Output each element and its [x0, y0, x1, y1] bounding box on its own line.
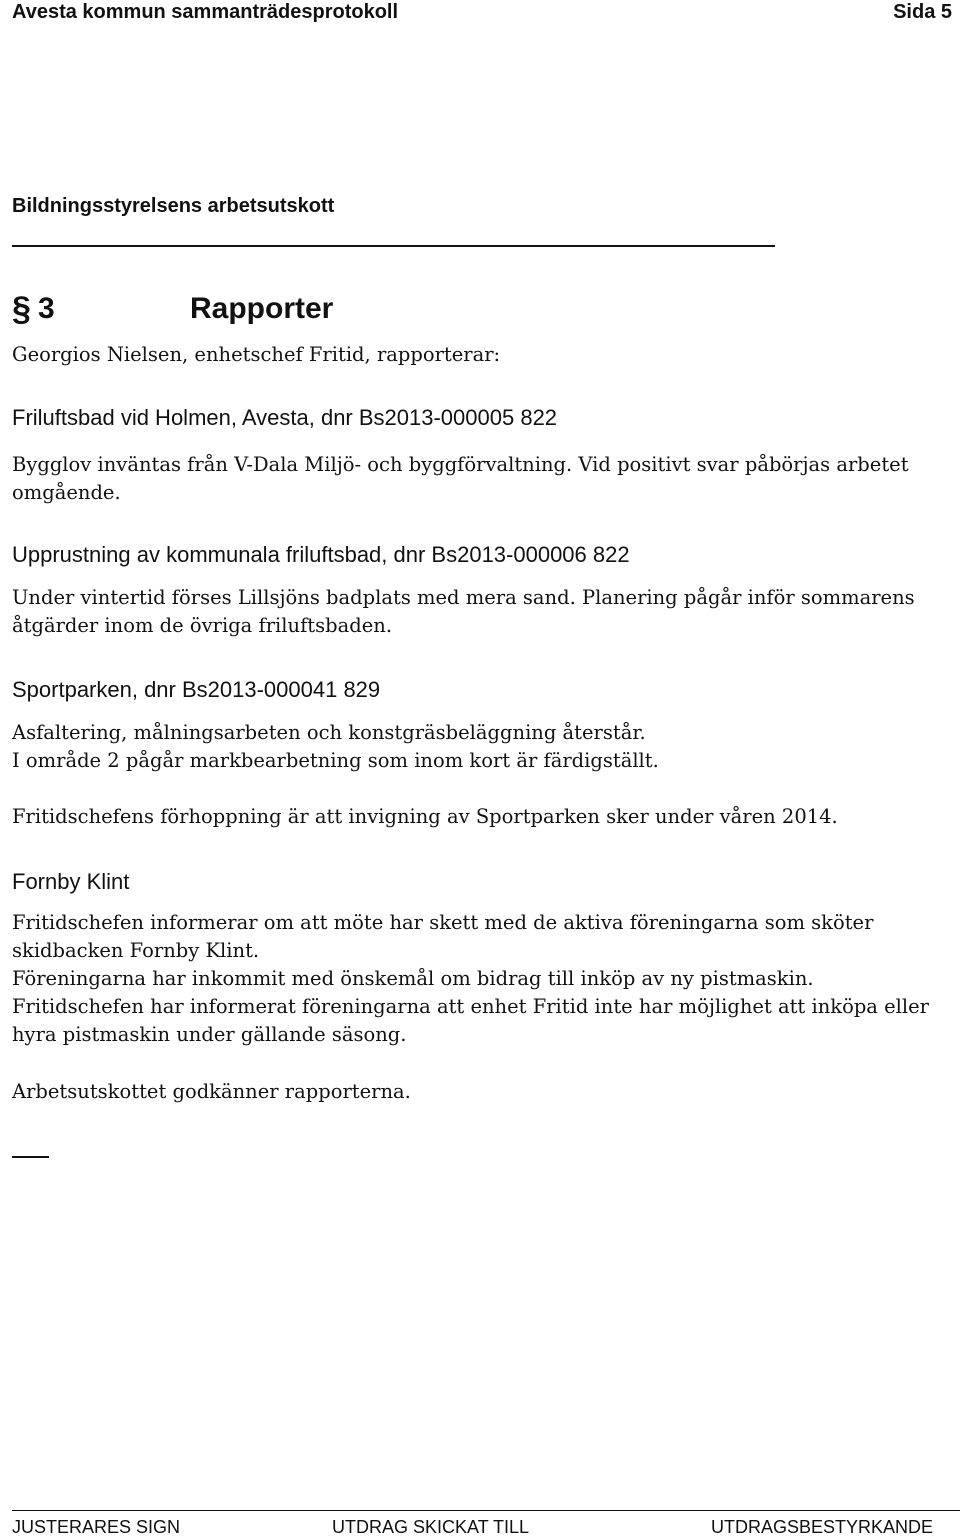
page-number: Sida 5	[893, 1, 952, 23]
item-text-line: I område 2 pågår markbearbetning som inom kort är färdigställt.	[12, 749, 659, 772]
item-text-line: Under vintertid förses Lillsjöns badplats med mera sand. Planering pågår inför sommarens	[12, 586, 915, 609]
committee-underline	[12, 245, 775, 247]
footer-certification-label: UTDRAGSBESTYRKANDE	[710, 1517, 933, 1537]
item-text-line: omgående.	[12, 481, 121, 504]
section-number: 3	[38, 292, 55, 325]
item-text-line: Föreningarna har inkommit med önskemål om bidrag till inköp av ny pistmaskin.	[12, 967, 814, 990]
item-text-line: Bygglov inväntas från V-Dala Miljö- och byggförvaltning. Vid positivt svar påbörjas arbetet	[12, 453, 909, 476]
item-text-line: Asfaltering, målningsarbeten och konstgräsbeläggning återstår.	[12, 721, 646, 744]
item-extra-text: Fritidschefens förhoppning är att invigning av Sportparken sker under våren 2014.	[12, 805, 838, 828]
item-heading: Upprustning av kommunala friluftsbad, dnr Bs2013-000006 822	[12, 542, 630, 567]
item-heading: Fornby Klint	[12, 869, 130, 894]
item-text-line: hyra pistmaskin under gällande säsong.	[12, 1023, 407, 1046]
item-heading: Friluftsbad vid Holmen, Avesta, dnr Bs2013-000005 822	[12, 405, 558, 430]
item-text-line: skidbacken Fornby Klint.	[12, 939, 260, 962]
committee-name: Bildningsstyrelsens arbetsutskott	[12, 195, 335, 217]
section-title: Rapporter	[190, 292, 334, 325]
section-end-rule	[12, 1156, 49, 1158]
footer-signature-label: JUSTERARES SIGN	[12, 1517, 181, 1537]
intro-text: Georgios Nielsen, enhetschef Fritid, rapporterar:	[12, 343, 501, 366]
decision-text: Arbetsutskottet godkänner rapporterna.	[12, 1080, 411, 1103]
item-text-line: åtgärder inom de övriga friluftsbaden.	[12, 614, 393, 637]
item-heading: Sportparken, dnr Bs2013-000041 829	[12, 677, 381, 702]
item-text-line: Fritidschefen informerar om att möte har skett med de aktiva föreningarna som sköter	[12, 911, 874, 934]
footer-divider	[12, 1510, 960, 1511]
document-header-title: Avesta kommun sammanträdesprotokoll	[12, 1, 399, 23]
footer-sent-to-label: UTDRAG SKICKAT TILL	[332, 1517, 530, 1537]
item-text-line: Fritidschefen har informerat föreningarna att enhet Fritid inte har möjlighet att inköpa eller	[12, 995, 930, 1018]
section-mark: §	[12, 290, 31, 328]
